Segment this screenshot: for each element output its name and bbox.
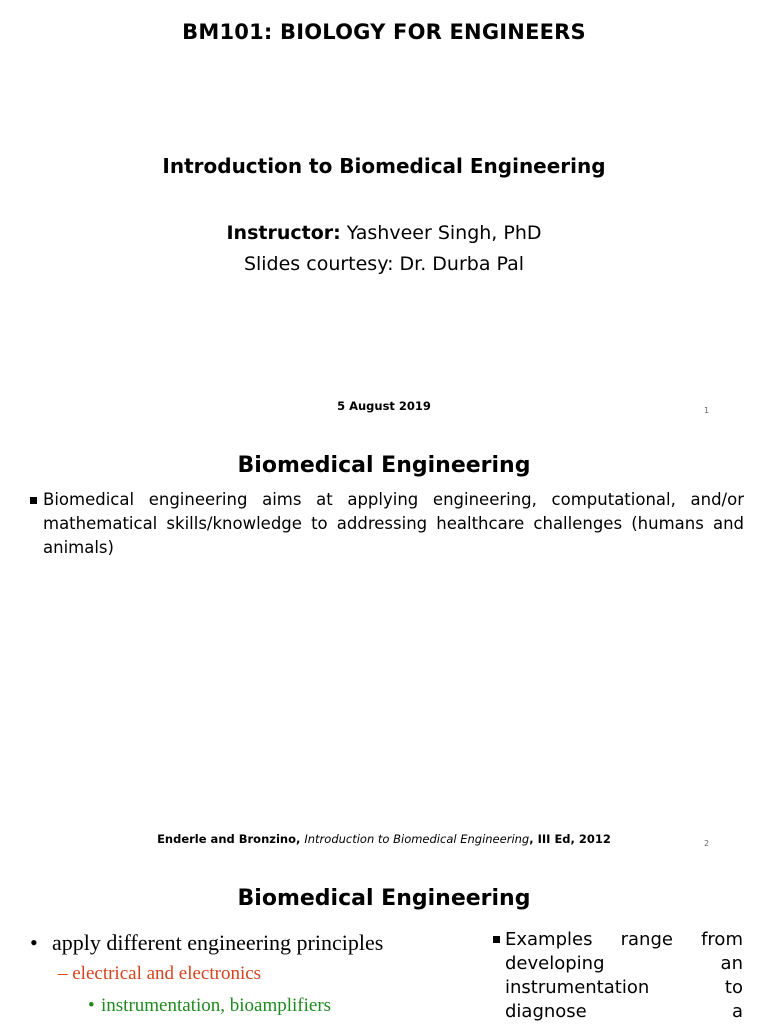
list-item-level3: • instrumentation, bioamplifiers — [88, 990, 460, 1022]
definition-slide — [0, 433, 768, 866]
bullet-text: Biomedical engineering aims at applying engineering, computational, and/or mathematical skills/knowledge to addressing healthcare challenges (humans and animals) — [43, 490, 744, 557]
instructor-line — [0, 222, 768, 244]
bullet-item — [30, 488, 744, 560]
citation-edition: , III Ed, 2012 — [529, 832, 611, 846]
bullet-dot-icon: • — [88, 995, 95, 1016]
citation — [0, 832, 768, 846]
talk-title: Introduction to Biomedical Engineering — [162, 154, 606, 178]
justified-line: developing an — [505, 953, 743, 974]
citation-title: Introduction to Biomedical Engineering — [304, 832, 530, 846]
justified-line: Examples range from — [505, 929, 743, 950]
principles-slide — [0, 866, 768, 1024]
slide-heading: Biomedical Engineering — [237, 453, 531, 478]
examples-bullet — [493, 928, 743, 1024]
page-number: 2 — [704, 839, 710, 848]
title-slide — [0, 0, 768, 433]
slide-heading: Biomedical Engineering — [237, 886, 531, 911]
principles-list — [30, 928, 460, 1022]
square-bullet-icon — [30, 497, 37, 504]
slide-date: 5 August 2019 — [337, 399, 431, 413]
citation-authors: Enderle and Bronzino, — [157, 832, 305, 846]
instructor-label: Instructor: — [226, 222, 341, 244]
bullet-dot-icon: • — [30, 930, 38, 955]
list-item-level1: • apply different engineering principles — [30, 928, 460, 958]
course-title: BM101: BIOLOGY FOR ENGINEERS — [182, 20, 586, 44]
square-bullet-icon — [493, 936, 500, 943]
list-item-level2: – electrical and electronics — [58, 963, 262, 984]
slides-courtesy: Slides courtesy: Dr. Durba Pal — [243, 253, 525, 275]
justified-line: diagnose a — [505, 1001, 743, 1022]
page-number: 1 — [704, 406, 710, 415]
instructor-name: Yashveer Singh, PhD — [340, 222, 542, 244]
justified-line: instrumentation to — [505, 977, 743, 998]
